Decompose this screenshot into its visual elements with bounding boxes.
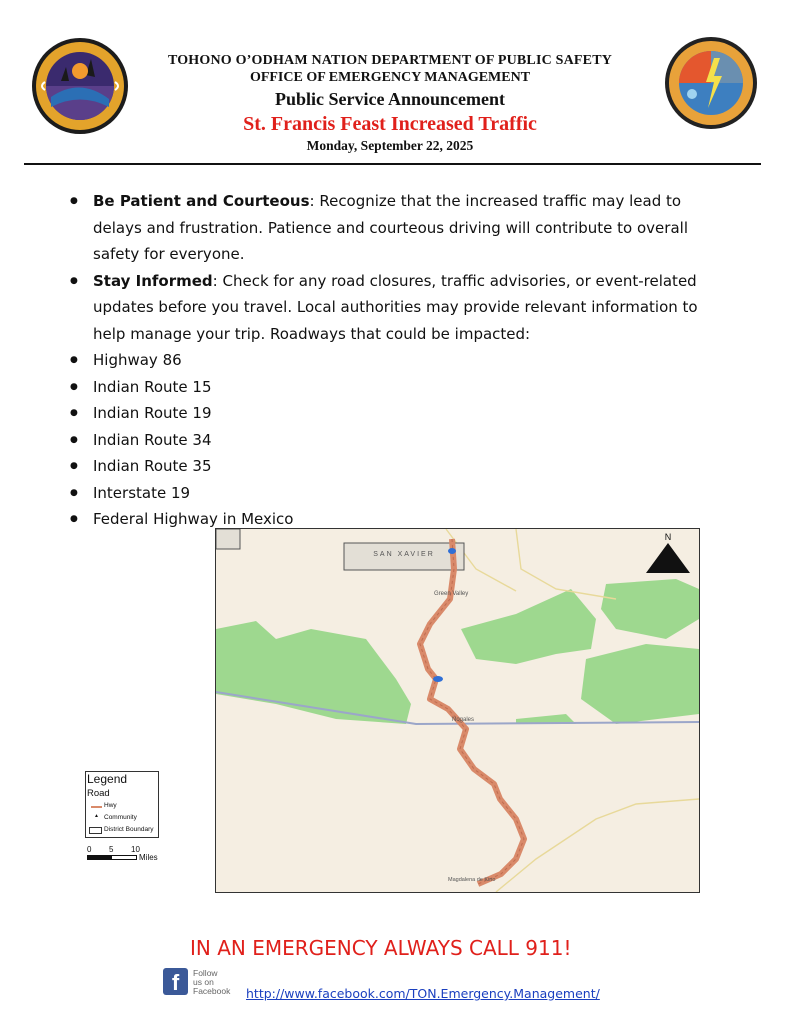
department-name: TOHONO O’ODHAM NATION DEPARTMENT OF PUBLIC SAFETY — [167, 53, 613, 68]
legend-community: Community — [104, 814, 137, 821]
fb-line3: Facebook — [193, 986, 231, 996]
road-item: ● Indian Route 34 — [70, 427, 710, 454]
office-name: OFFICE OF EMERGENCY MANAGEMENT — [249, 70, 531, 85]
road-item: ● Highway 86 — [70, 347, 710, 374]
road-item: ● Federal Highway in Mexico — [70, 506, 710, 533]
bullet-text: : Check for any road closures, traffic advisories, or event-related updates before you travel. Local authorities may provide relevant information to help manage your trip. Roadways that could be impacted: — [93, 271, 698, 343]
bullet-informed — [70, 268, 710, 348]
scale-0: 0 — [87, 845, 92, 854]
announcement-title: St. Francis Feast Increased Traffic — [243, 113, 537, 135]
map-legend — [85, 771, 159, 838]
road-item: ● Interstate 19 — [70, 480, 710, 507]
district-swatch — [89, 827, 102, 834]
legend-road: Road — [87, 788, 110, 799]
bullet-heading: Be Patient and Courteous — [93, 192, 310, 210]
north-label: N — [664, 532, 672, 542]
emergency-notice: IN AN EMERGENCY ALWAYS CALL 911! — [190, 936, 572, 960]
fb-line1: Follow — [193, 968, 218, 978]
scale-10: 10 — [131, 845, 140, 854]
hwy-swatch — [91, 806, 102, 808]
scale-miles: Miles — [139, 853, 158, 862]
bullet-heading: Stay Informed — [93, 271, 213, 290]
facebook-icon[interactable]: f — [163, 968, 188, 995]
road-item: ● Indian Route 15 — [70, 374, 710, 401]
map-label-green-valley: Green Valley — [434, 591, 469, 597]
facebook-link[interactable]: http://www.facebook.com/TON.Emergency.Management/ — [246, 986, 600, 1001]
emergency-management-seal — [664, 36, 758, 130]
legend-title: Legend — [87, 772, 128, 786]
announcement-type: Public Service Announcement — [275, 89, 505, 109]
header-divider — [24, 163, 761, 165]
facebook-follow-text — [193, 969, 243, 996]
map-label-nogales: Nogales — [452, 717, 475, 723]
public-safety-seal — [31, 37, 129, 135]
legend-district: District Boundary — [104, 826, 154, 833]
map-label-district: SAN XAVIER — [373, 551, 435, 558]
fb-line2: us on — [193, 977, 214, 987]
legend-hwy: Hwy — [104, 802, 117, 809]
bullet-patient — [70, 188, 710, 268]
route-map — [215, 528, 700, 893]
map-label-magdalena: Magdalena de Kino — [448, 877, 496, 883]
road-item: ● Indian Route 35 — [70, 453, 710, 480]
road-item: ● Indian Route 19 — [70, 400, 710, 427]
advice-list — [70, 188, 710, 533]
bullet-text: : Recognize that the increased traffic may lead to delays and frustration. Patience and courteous driving will contribute to overall safety for everyone. — [93, 192, 688, 263]
announcement-date: Monday, September 22, 2025 — [306, 138, 474, 153]
scale-5: 5 — [109, 845, 114, 854]
community-marker-icon: ▲ — [94, 813, 99, 819]
